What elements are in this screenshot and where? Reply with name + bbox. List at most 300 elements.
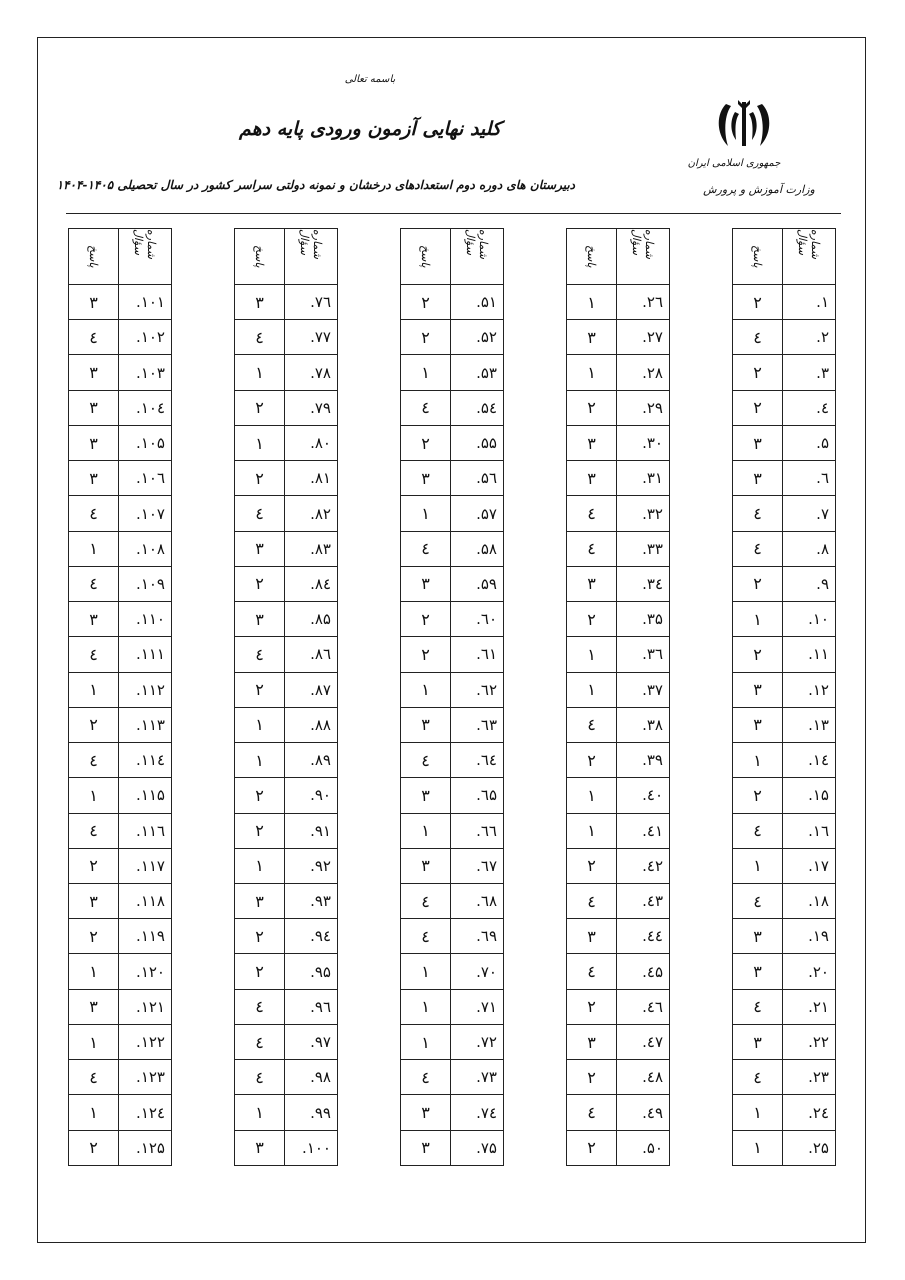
table-row <box>401 884 503 919</box>
answer-cell: ۱ <box>567 673 617 707</box>
question-column-header: شماره سؤال <box>298 229 324 260</box>
question-number-cell: .۱۲٤ <box>136 1103 165 1122</box>
answer-cell: ٤ <box>69 637 119 671</box>
table-row <box>733 532 835 567</box>
table-row <box>401 426 503 461</box>
answer-table-2 <box>566 228 670 1166</box>
question-number-cell: .۳٤ <box>642 574 663 593</box>
question-number-cell: .٦۱ <box>476 645 497 664</box>
question-number-cell: .۷ <box>816 504 829 523</box>
question-number-cell: .۳۹ <box>642 751 663 770</box>
question-number-cell: .۹۳ <box>310 892 331 911</box>
table-row <box>69 990 171 1025</box>
question-number-cell: .۵۹ <box>476 574 497 593</box>
basmala: باسمه تعالی <box>344 74 396 85</box>
table-row <box>69 849 171 884</box>
question-number-cell: .۲ <box>816 328 829 347</box>
table-row <box>69 637 171 672</box>
question-number-cell: .۱۲۰ <box>136 962 165 981</box>
table-header <box>401 229 503 285</box>
question-number-cell: .۱۱۳ <box>136 715 165 734</box>
answer-cell: ٤ <box>235 496 285 530</box>
table-row <box>235 496 337 531</box>
question-number-cell: .۱۱۵ <box>136 786 165 805</box>
page-subtitle: دبیرستان های دوره دوم استعدادهای درخشان و نمونه دولتی سراسر کشور در سال تحصیلی ۱۴۰۵-۱۴۰۴ <box>56 178 575 192</box>
question-number-cell: .٦ <box>816 469 829 488</box>
question-number-cell: .۷۷ <box>310 328 331 347</box>
answer-table-3 <box>400 228 504 1166</box>
table-row <box>401 849 503 884</box>
table-row <box>401 285 503 320</box>
table-row <box>567 355 669 390</box>
table-row <box>567 1060 669 1095</box>
question-number-cell: .۸۹ <box>310 751 331 770</box>
question-number-cell: .۱۰٦ <box>136 469 165 488</box>
answer-cell: ۱ <box>69 778 119 812</box>
answer-cell: ۲ <box>235 919 285 953</box>
table-row <box>235 954 337 989</box>
answer-cell: ٤ <box>567 496 617 530</box>
answer-cell: ٤ <box>567 708 617 742</box>
table-row <box>235 532 337 567</box>
question-number-cell: .۵۱ <box>476 293 497 312</box>
answer-cell: ۲ <box>69 919 119 953</box>
question-number-cell: .۵٦ <box>476 469 497 488</box>
answer-cell: ۲ <box>235 954 285 988</box>
question-number-cell: .٦۰ <box>476 610 497 629</box>
answer-column-header: پاسخ <box>733 229 783 284</box>
question-number-cell: .۱۱۱ <box>136 645 165 664</box>
table-row <box>235 567 337 602</box>
answer-cell: ۳ <box>69 426 119 460</box>
answer-cell: ۱ <box>401 1025 451 1059</box>
question-number-cell: .٤۵ <box>642 962 663 981</box>
table-row <box>69 602 171 637</box>
question-number-cell: .۹۵ <box>310 962 331 981</box>
answer-cell: ۳ <box>235 1131 285 1165</box>
question-number-cell: .۱۰۲ <box>136 328 165 347</box>
table-row <box>733 1025 835 1060</box>
question-number-cell: .۷۵ <box>476 1138 497 1157</box>
question-number-cell: .۸۵ <box>310 610 331 629</box>
question-number-cell: .۷٦ <box>310 293 331 312</box>
answer-cell: ۱ <box>567 778 617 812</box>
table-row <box>235 602 337 637</box>
table-row <box>401 602 503 637</box>
answer-cell: ٤ <box>733 320 783 354</box>
answer-cell: ۳ <box>567 919 617 953</box>
answer-cell: ۳ <box>567 461 617 495</box>
answer-cell: ۱ <box>69 1095 119 1129</box>
answer-column-header: پاسخ <box>235 229 285 284</box>
answer-cell: ۳ <box>401 567 451 601</box>
table-row <box>567 849 669 884</box>
question-number-cell: .٤۲ <box>642 856 663 875</box>
answer-cell: ۳ <box>69 884 119 918</box>
answer-cell: ۲ <box>235 778 285 812</box>
answer-cell: ٤ <box>567 1095 617 1129</box>
answer-cell: ۲ <box>733 778 783 812</box>
table-row <box>567 532 669 567</box>
answer-cell: ۳ <box>69 602 119 636</box>
question-number-cell: .۸٦ <box>310 645 331 664</box>
answer-cell: ٤ <box>401 743 451 777</box>
question-number-cell: .۱۸ <box>808 892 829 911</box>
table-row <box>733 919 835 954</box>
question-number-cell: .۱۱۲ <box>136 680 165 699</box>
question-number-cell: .۱۲۱ <box>136 997 165 1016</box>
answer-cell: ٤ <box>401 391 451 425</box>
answer-cell: ۱ <box>733 1131 783 1165</box>
answer-cell: ۲ <box>733 391 783 425</box>
answer-cell: ۳ <box>567 1025 617 1059</box>
question-number-cell: .۱۱۸ <box>136 892 165 911</box>
answer-cell: ۱ <box>567 637 617 671</box>
table-row <box>69 708 171 743</box>
question-number-cell: .٦۲ <box>476 680 497 699</box>
question-number-cell: .٤ <box>816 398 829 417</box>
answer-cell: ۱ <box>567 355 617 389</box>
question-number-cell: .۹٦ <box>310 997 331 1016</box>
answer-cell: ۱ <box>235 743 285 777</box>
table-row <box>235 1060 337 1095</box>
table-row <box>567 919 669 954</box>
answer-cell: ۲ <box>235 673 285 707</box>
question-number-cell: .۲۳ <box>808 1068 829 1087</box>
answer-cell: ٤ <box>733 884 783 918</box>
question-number-cell: .٤٤ <box>642 927 663 946</box>
question-number-cell: .۸۱ <box>310 469 331 488</box>
question-number-cell: .٦۸ <box>476 892 497 911</box>
answer-cell: ۳ <box>401 461 451 495</box>
answer-cell: ۳ <box>733 708 783 742</box>
question-number-cell: .۸۳ <box>310 539 331 558</box>
answer-cell: ۲ <box>401 637 451 671</box>
table-row <box>567 1025 669 1060</box>
table-row <box>401 990 503 1025</box>
question-number-cell: .٤۰ <box>642 786 663 805</box>
question-column-header: شماره سؤال <box>796 229 822 260</box>
question-number-cell: .٦٦ <box>476 821 497 840</box>
answer-cell: ۱ <box>401 814 451 848</box>
question-number-cell: .۱۰۰ <box>302 1138 331 1157</box>
answer-cell: ۲ <box>235 391 285 425</box>
table-row <box>401 320 503 355</box>
answer-cell: ۱ <box>235 355 285 389</box>
table-row <box>69 1131 171 1165</box>
table-row <box>401 673 503 708</box>
answer-cell: ٤ <box>235 1025 285 1059</box>
table-row <box>401 919 503 954</box>
question-number-cell: .۷۱ <box>476 997 497 1016</box>
table-row <box>235 285 337 320</box>
answer-cell: ۲ <box>235 461 285 495</box>
question-column-header: شماره سؤال <box>132 229 158 260</box>
table-row <box>733 849 835 884</box>
answer-cell: ۱ <box>401 496 451 530</box>
question-number-cell: .۲۰ <box>808 962 829 981</box>
table-row <box>235 849 337 884</box>
answer-cell: ۲ <box>69 1131 119 1165</box>
question-number-cell: .۱۱٦ <box>136 821 165 840</box>
answer-cell: ۱ <box>235 1095 285 1129</box>
question-number-cell: .۱٦ <box>808 821 829 840</box>
table-row <box>69 320 171 355</box>
answer-cell: ۱ <box>401 673 451 707</box>
table-row <box>235 320 337 355</box>
table-row <box>401 1025 503 1060</box>
question-number-cell: .۹٤ <box>310 927 331 946</box>
question-number-cell: .۸٤ <box>310 574 331 593</box>
question-number-cell: .۲۹ <box>642 398 663 417</box>
question-number-cell: .۸۷ <box>310 680 331 699</box>
table-row <box>733 602 835 637</box>
question-number-cell: .۸۰ <box>310 434 331 453</box>
answer-cell: ۱ <box>69 673 119 707</box>
answer-cell: ۲ <box>401 320 451 354</box>
iran-emblem-icon <box>712 98 776 150</box>
question-number-cell: .۱ <box>816 293 829 312</box>
table-row <box>567 496 669 531</box>
question-number-cell: .۸ <box>816 539 829 558</box>
table-row <box>69 1095 171 1130</box>
table-row <box>69 285 171 320</box>
question-number-cell: .۵۵ <box>476 434 497 453</box>
table-row <box>401 567 503 602</box>
question-column-header: شماره سؤال <box>630 229 656 260</box>
question-number-cell: .٤۷ <box>642 1033 663 1052</box>
answer-column-header: پاسخ <box>401 229 451 284</box>
answer-cell: ٤ <box>401 884 451 918</box>
question-number-cell: .۵٤ <box>476 398 497 417</box>
table-row <box>567 990 669 1025</box>
table-row <box>401 391 503 426</box>
answer-cell: ۳ <box>401 1131 451 1165</box>
table-row <box>733 884 835 919</box>
answer-cell: ٤ <box>567 532 617 566</box>
table-row <box>235 708 337 743</box>
question-number-cell: .۱۰۷ <box>136 504 165 523</box>
question-number-cell: .۲۵ <box>808 1138 829 1157</box>
table-header <box>69 229 171 285</box>
table-row <box>69 461 171 496</box>
table-row <box>69 1060 171 1095</box>
answer-cell: ٤ <box>733 814 783 848</box>
table-row <box>733 1095 835 1130</box>
question-number-cell: .۱۲۳ <box>136 1068 165 1087</box>
table-row <box>401 355 503 390</box>
question-number-cell: .۷۳ <box>476 1068 497 1087</box>
answer-cell: ٤ <box>235 1060 285 1094</box>
question-number-cell: .٤۱ <box>642 821 663 840</box>
question-number-cell: .٦۳ <box>476 715 497 734</box>
table-header <box>567 229 669 285</box>
answer-cell: ۲ <box>733 637 783 671</box>
question-number-cell: .۱۱۰ <box>136 610 165 629</box>
answer-cell: ٤ <box>567 954 617 988</box>
answer-cell: ۳ <box>567 320 617 354</box>
answer-cell: ۱ <box>733 1095 783 1129</box>
table-row <box>733 355 835 390</box>
table-row <box>235 919 337 954</box>
table-row <box>401 708 503 743</box>
answer-cell: ۱ <box>235 849 285 883</box>
answer-cell: ۳ <box>733 673 783 707</box>
question-number-cell: .٦٤ <box>476 751 497 770</box>
answer-cell: ٤ <box>733 990 783 1024</box>
question-number-cell: .٤٦ <box>642 997 663 1016</box>
table-row <box>733 708 835 743</box>
table-row <box>235 391 337 426</box>
answer-cell: ۱ <box>401 954 451 988</box>
question-number-cell: .۲٤ <box>808 1103 829 1122</box>
answer-cell: ٤ <box>733 496 783 530</box>
table-row <box>235 814 337 849</box>
answer-cell: ۲ <box>567 990 617 1024</box>
answer-cell: ۱ <box>235 426 285 460</box>
answer-cell: ۳ <box>401 849 451 883</box>
question-number-cell: .۹۲ <box>310 856 331 875</box>
answer-cell: ۳ <box>235 532 285 566</box>
question-number-cell: .۱۰۸ <box>136 539 165 558</box>
table-row <box>567 320 669 355</box>
question-number-cell: .٦۷ <box>476 856 497 875</box>
answer-cell: ۳ <box>235 602 285 636</box>
table-row <box>69 743 171 778</box>
answer-cell: ۳ <box>69 355 119 389</box>
answer-cell: ٤ <box>69 320 119 354</box>
question-number-cell: .۳۸ <box>642 715 663 734</box>
table-row <box>235 461 337 496</box>
question-number-cell: .٦۵ <box>476 786 497 805</box>
answer-cell: ٤ <box>235 320 285 354</box>
question-number-cell: .۱۱٤ <box>136 751 165 770</box>
answer-cell: ۱ <box>69 954 119 988</box>
table-row <box>69 919 171 954</box>
answer-cell: ۳ <box>567 426 617 460</box>
page-title: کلید نهایی آزمون ورودی پایه دهم <box>238 118 501 140</box>
ministry-country: جمهوری اسلامی ایران <box>687 158 781 169</box>
table-row <box>69 884 171 919</box>
answer-table-4 <box>234 228 338 1166</box>
question-number-cell: .۱۱۹ <box>136 927 165 946</box>
question-number-cell: .۷۸ <box>310 363 331 382</box>
answer-cell: ۳ <box>401 708 451 742</box>
table-row <box>69 1025 171 1060</box>
answer-cell: ۱ <box>567 814 617 848</box>
question-number-cell: .۱۱ <box>808 645 829 664</box>
answer-cell: ۱ <box>235 708 285 742</box>
answer-cell: ۳ <box>733 919 783 953</box>
answer-cell: ۱ <box>401 990 451 1024</box>
question-number-cell: .٦۹ <box>476 927 497 946</box>
table-row <box>733 814 835 849</box>
table-row <box>401 637 503 672</box>
table-row <box>733 285 835 320</box>
table-row <box>567 1131 669 1165</box>
table-row <box>567 602 669 637</box>
answer-cell: ۳ <box>401 778 451 812</box>
ministry-name: وزارت آموزش و پرورش <box>703 183 815 196</box>
question-number-cell: .۹۹ <box>310 1103 331 1122</box>
question-number-cell: .۳۱ <box>642 469 663 488</box>
answer-cell: ۳ <box>235 884 285 918</box>
question-number-cell: .۳۷ <box>642 680 663 699</box>
table-row <box>235 355 337 390</box>
table-row <box>235 1095 337 1130</box>
question-number-cell: .۱۵ <box>808 786 829 805</box>
question-number-cell: .۱۲ <box>808 680 829 699</box>
question-number-cell: .۲۸ <box>642 363 663 382</box>
question-number-cell: .۷۲ <box>476 1033 497 1052</box>
table-row <box>235 990 337 1025</box>
answer-cell: ۲ <box>567 1060 617 1094</box>
answer-cell: ۲ <box>567 1131 617 1165</box>
question-number-cell: .۳۰ <box>642 434 663 453</box>
answer-cell: ۲ <box>235 567 285 601</box>
question-number-cell: .۹۷ <box>310 1033 331 1052</box>
header-divider <box>66 213 841 214</box>
answer-cell: ۲ <box>733 285 783 319</box>
answer-cell: ۳ <box>69 391 119 425</box>
question-number-cell: .۱۳ <box>808 715 829 734</box>
answer-cell: ۲ <box>401 602 451 636</box>
answer-cell: ٤ <box>235 637 285 671</box>
table-row <box>401 496 503 531</box>
answer-cell: ٤ <box>567 884 617 918</box>
answer-cell: ۲ <box>69 708 119 742</box>
table-row <box>401 461 503 496</box>
table-row <box>567 673 669 708</box>
table-row <box>733 426 835 461</box>
question-number-cell: .۵۸ <box>476 539 497 558</box>
answer-cell: ۲ <box>567 602 617 636</box>
question-number-cell: .۱۰۹ <box>136 574 165 593</box>
answer-cell: ۳ <box>733 954 783 988</box>
question-number-cell: .۳۳ <box>642 539 663 558</box>
answer-cell: ۱ <box>567 285 617 319</box>
answer-cell: ٤ <box>69 814 119 848</box>
question-number-cell: .۹۰ <box>310 786 331 805</box>
answer-cell: ۱ <box>69 532 119 566</box>
table-row <box>69 814 171 849</box>
question-number-cell: .۵۲ <box>476 328 497 347</box>
table-row <box>733 743 835 778</box>
table-row <box>733 1060 835 1095</box>
answer-cell: ٤ <box>235 990 285 1024</box>
question-number-cell: .٤۳ <box>642 892 663 911</box>
answer-cell: ۱ <box>733 743 783 777</box>
table-row <box>401 778 503 813</box>
table-row <box>567 884 669 919</box>
question-number-cell: .۲٦ <box>642 293 663 312</box>
table-row <box>567 1095 669 1130</box>
table-row <box>401 954 503 989</box>
table-row <box>567 426 669 461</box>
answer-cell: ۳ <box>567 567 617 601</box>
question-number-cell: .۱۹ <box>808 927 829 946</box>
table-row <box>733 778 835 813</box>
answer-cell: ۱ <box>69 1025 119 1059</box>
answer-cell: ٤ <box>401 919 451 953</box>
question-number-cell: .۱۰۳ <box>136 363 165 382</box>
table-row <box>567 567 669 602</box>
table-row <box>401 532 503 567</box>
answer-cell: ۱ <box>401 355 451 389</box>
answer-cell: ۳ <box>69 285 119 319</box>
table-row <box>69 426 171 461</box>
table-row <box>567 743 669 778</box>
